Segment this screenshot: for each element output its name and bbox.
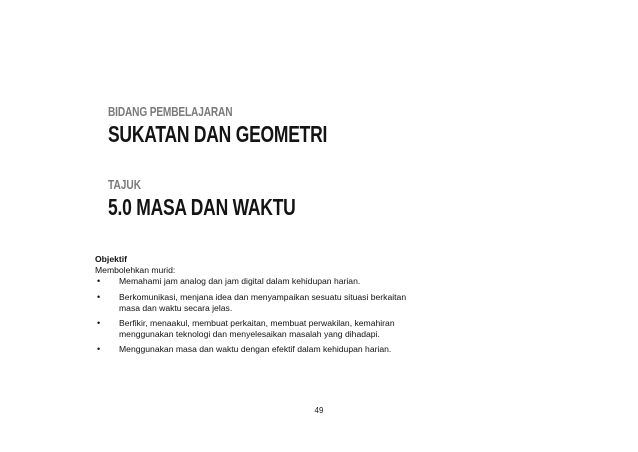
topic-label: TAJUK	[108, 177, 142, 192]
page-number: 49	[314, 406, 324, 415]
list-item-text: Menggunakan masa dan waktu dengan efektif dalam kehidupan harian.	[119, 344, 392, 355]
list-item-text: Memahami jam analog dan jam digital dalam kehidupan harian.	[119, 276, 361, 287]
bullet-icon: •	[97, 291, 101, 302]
objective-list	[95, 276, 515, 355]
section-title: SUKATAN DAN GEOMETRI	[108, 121, 328, 147]
topic-title: 5.0 MASA DAN WAKTU	[108, 194, 296, 220]
objective-block	[95, 254, 515, 360]
bullet-icon: •	[97, 276, 101, 287]
list-item-text-line2: masa dan waktu secara jelas.	[119, 302, 233, 313]
list-item	[95, 292, 515, 314]
list-item	[95, 344, 515, 355]
section-label: BIDANG PEMBELAJARAN	[108, 104, 233, 119]
bullet-icon: •	[97, 344, 101, 355]
objective-intro: Membolehkan murid:	[95, 265, 176, 276]
objective-heading: Objektif	[95, 254, 127, 264]
bullet-icon: •	[97, 318, 101, 329]
list-item-text-line2: menggunakan teknologi dan menyelesaikan masalah yang dihadapi.	[119, 329, 380, 340]
list-item	[95, 276, 515, 287]
list-item-text-line1: Berfikir, menaakul, membuat perkaitan, membuat perwakilan, kemahiran	[119, 318, 395, 329]
list-item	[95, 318, 515, 340]
list-item-text-line1: Berkomunikasi, menjana idea dan menyampaikan sesuatu situasi berkaitan	[119, 291, 407, 302]
